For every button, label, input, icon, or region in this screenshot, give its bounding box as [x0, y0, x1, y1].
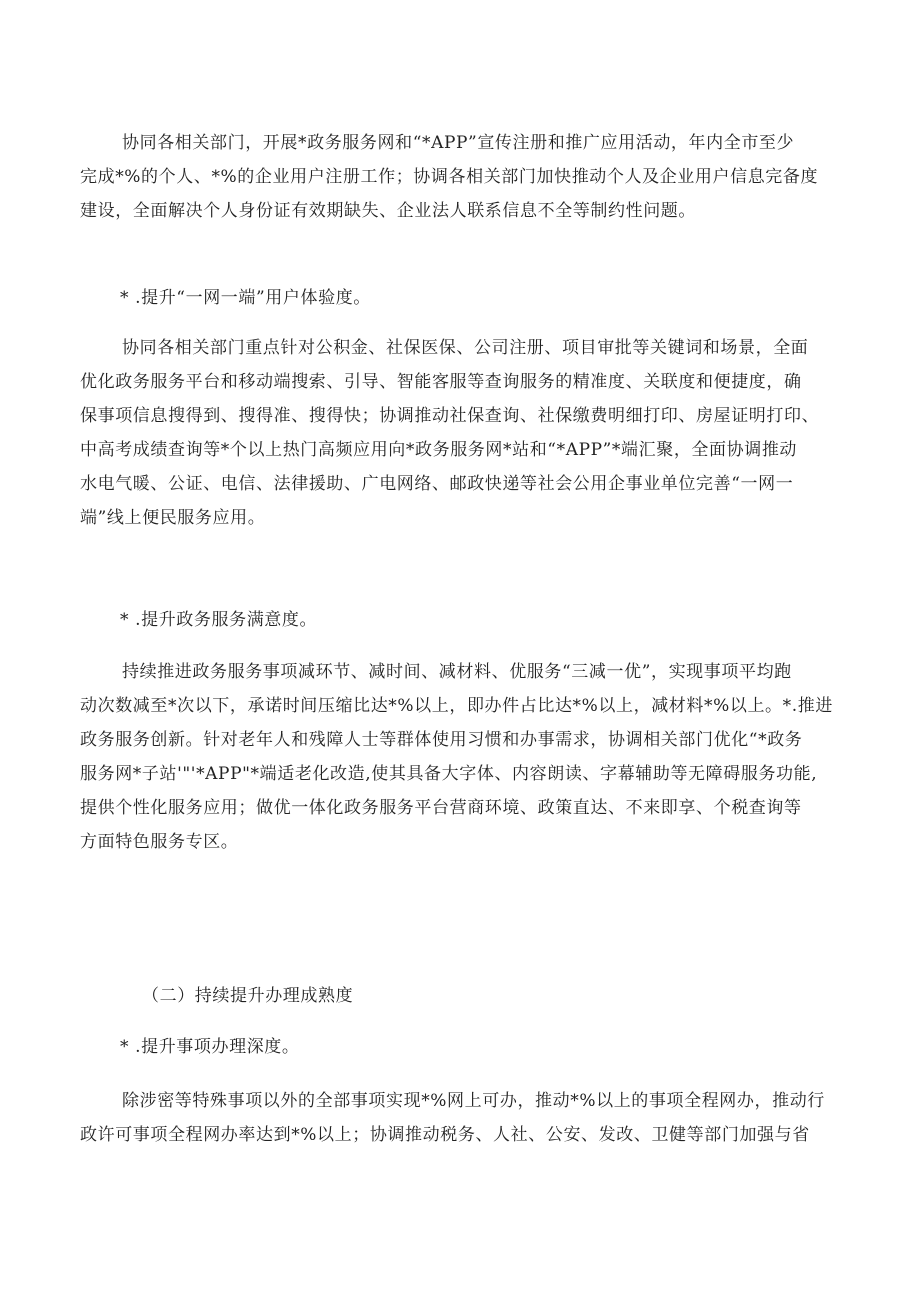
paragraph-search-optimization — [80, 331, 850, 535]
paragraph-line: 政务服务创新。针对老年人和残障人士等群体使用习惯和办事需求，协调相关部门优化“*政务 — [80, 730, 803, 750]
section-heading-maturity: （二）持续提升办理成熟度 — [142, 986, 354, 1006]
paragraph-line: 保事项信息搜得到、搜得准、搜得快；协调推动社保查询、社保缴费明细打印、房屋证明打印、 — [80, 406, 820, 426]
paragraph-service-innovation — [80, 655, 850, 859]
paragraph-line: 水电气暖、公证、电信、法律援助、广电网络、邮政快递等社会公用企事业单位完善“一网一 — [80, 474, 794, 494]
paragraph-line: 中高考成绩查询等*个以上热门高频应用向*政务服务网*站和“*APP”*端汇聚，全面协调推动 — [80, 440, 798, 460]
paragraph-line: 协同各相关部门，开展*政务服务网和“*APP”宣传注册和推广应用活动，年内全市至少 — [122, 133, 795, 153]
paragraph-line: 持续推进政务服务事项减环节、减时间、减材料、优服务“三减一优”，实现事项平均跑 — [122, 662, 792, 682]
paragraph-line: 动次数减至*次以下，承诺时间压缩比达*%以上，即办件占比达*%以上，减材料*%以上。*.推进 — [80, 696, 833, 716]
paragraph-line: 除涉密等特殊事项以外的全部事项实现*%网上可办，推动*%以上的事项全程网办，推动行 — [122, 1091, 825, 1111]
paragraph-online-processing — [80, 1084, 850, 1152]
paragraph-line: 服务网*子站'"'*APP"*端适老化改造,使其具备大字体、内容朗读、字幕辅助等无障碍服务功能, — [80, 764, 818, 784]
heading-satisfaction: * .提升政务服务满意度。 — [120, 610, 318, 630]
paragraph-line: 协同各相关部门重点针对公积金、社保医保、公司注册、项目审批等关键词和场景，全面 — [122, 338, 809, 358]
paragraph-line: 提供个性化服务应用；做优一体化政务服务平台营商环境、政策直达、不来即享、个税查询等 — [80, 798, 802, 818]
heading-user-experience: * .提升“一网一端”用户体验度。 — [120, 288, 371, 308]
paragraph-line: 政许可事项全程网办率达到*%以上；协调推动税务、人社、公安、发改、卫健等部门加强与省 — [80, 1125, 810, 1145]
paragraph-line: 优化政务服务平台和移动端搜索、引导、智能客服等查询服务的精准度、关联度和便捷度，确 — [80, 372, 802, 392]
heading-processing-depth: * .提升事项办理深度。 — [120, 1037, 300, 1057]
paragraph-line: 完成*%的个人、*%的企业用户注册工作；协调各相关部门加快推动个人及企业用户信息完备度 — [80, 167, 819, 187]
paragraph-line: 方面特色服务专区。 — [80, 832, 239, 852]
paragraph-registration — [80, 126, 850, 228]
paragraph-line: 建设，全面解决个人身份证有效期缺失、企业法人联系信息不全等制约性问题。 — [80, 201, 696, 221]
paragraph-line: 端”线上便民服务应用。 — [80, 508, 266, 528]
